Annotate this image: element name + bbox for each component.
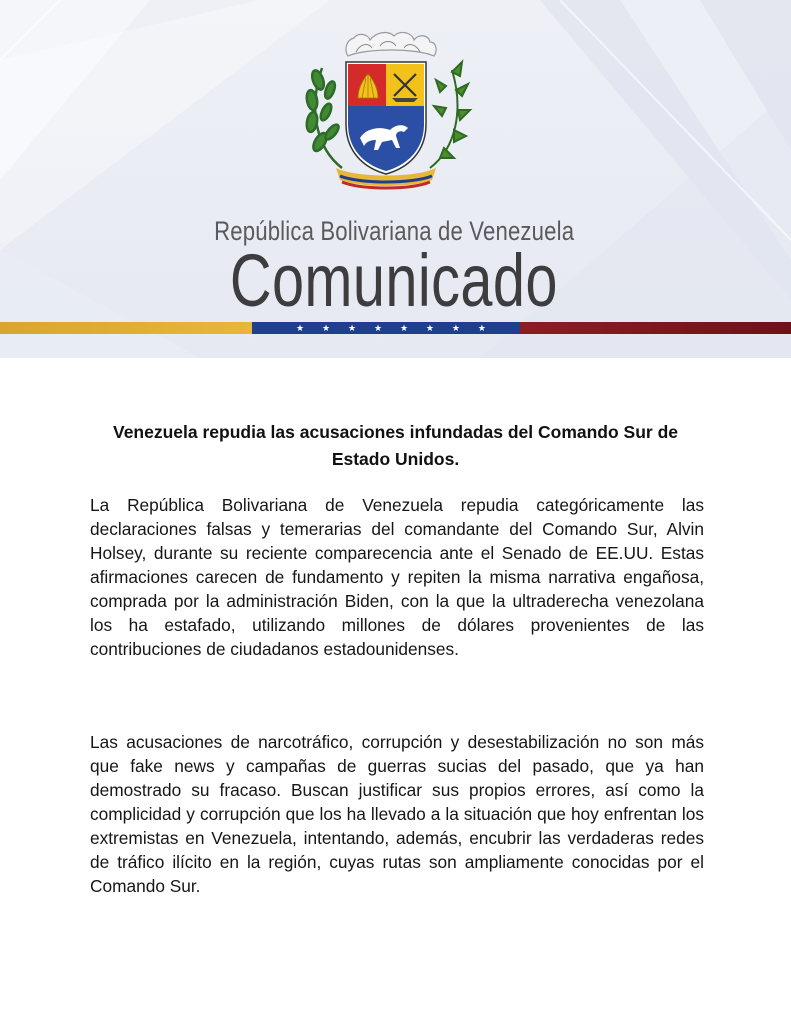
document-type-title: Comunicado	[229, 239, 558, 322]
star-icon: ★	[321, 323, 331, 333]
statement-heading: Venezuela repudia las acusaciones infundadas del Comando Sur de Estado Unidos.	[112, 422, 679, 469]
star-icon: ★	[347, 323, 357, 333]
statement-paragraph-1: La República Bolivariana de Venezuela repudia categóricamente las declaraciones falsas y temerarias del comandante del Comando Sur, Alvin Holsey, durante su reciente comparecencia ante el Senado de EE.UU. Estas afirmaciones carecen de fundamento y repiten la misma narrativa engañosa, comprada por la administración Biden, con la que la ultraderecha venezolana los ha estafado, utilizando millones de dólares provenientes de las contribuciones de ciudadanos estadounidenses.	[90, 495, 704, 659]
star-icon: ★	[477, 323, 486, 333]
star-icon: ★	[425, 323, 434, 333]
statement-paragraph-2: Las acusaciones de narcotráfico, corrupción y desestabilización no son más que fake news y campañas de guerras sucias del pasado, que ya han demostrado su fracaso. Buscan justificar sus propios errores, así como la complicidad y corrupción que los ha llevado a la situación que hoy enfrentan los extremistas en Venezuela, intentando, además, encubrir las verdaderas redes de tráfico ilícito en la región, cuyas rutas son ampliamente conocidas por el Comando Sur.	[90, 732, 704, 896]
republic-name: República Bolivariana de Venezuela	[214, 216, 575, 246]
coat-of-arms-icon	[296, 28, 476, 198]
star-icon: ★	[373, 323, 383, 333]
star-icon: ★	[451, 323, 460, 333]
flag-stars	[296, 323, 486, 333]
letterhead	[0, 0, 791, 358]
star-icon: ★	[399, 323, 409, 333]
star-icon: ★	[296, 323, 305, 333]
flag-yellow-segment	[0, 322, 256, 334]
flag-red-segment	[520, 322, 791, 334]
